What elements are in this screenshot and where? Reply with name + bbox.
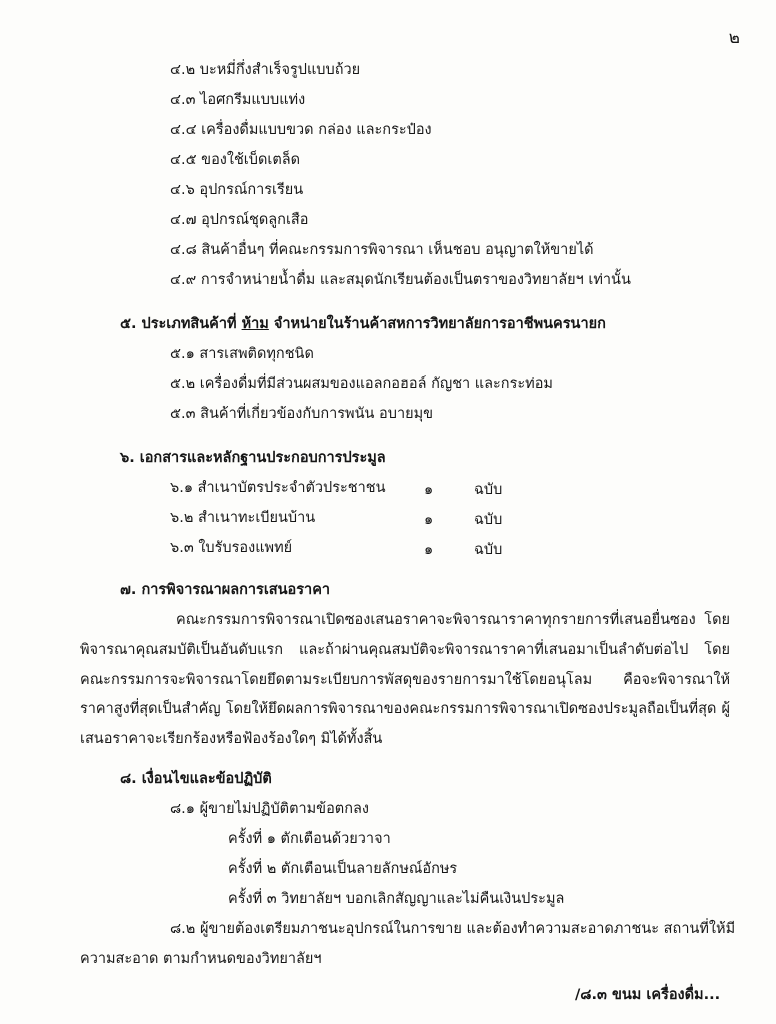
sec5-heading [120,314,606,334]
page-number: ๒ [728,28,740,48]
sec8-item: ๘.๒ ผู้ขายต้องเตรียมภาชนะอุปกรณ์ในการขาย และต้องทำความสะอาดภาชนะ สถานที่ให้มี [170,921,736,937]
sec6-item-qty: ๑ [424,512,434,528]
sec7-heading: ๗. การพิจารณาผลการเสนอราคา [120,582,331,598]
sec7-paragraph-text: คณะกรรมการพิจารณาเปิดซองเสนอราคาจะพิจารณาราคาทุกรายการที่เสนอยื่นซอง โดยพิจารณาคุณสมบัติเป็นอันดับแรก และถ้าผ่านคุณสมบัติจะพิจารณาราคาที่เสนอมาเป็นลำดับต่อไป โดยคณะกรรมการจะพิจารณาโดยยึดตามระเบียบการพัสดุของรายการมาใช้โดยอนุโลม คือจะพิจารณาให้ราคาสูงที่สุดเป็นสำคัญ โดยให้ยึดผลการพิจารณาของคณะกรรมการพิจารณาเปิดซองประมูลถือเป็นที่สุด ผู้เสนอราคาจะเรียกร้องหรือฟ้องร้องใดๆ มิได้ทั้งสิ้น [80,612,730,748]
sec5-item: ๕.๒ เครื่องดื่มที่มีส่วนผสมของแอลกอฮอล์ กัญชา และกระท่อม [170,376,553,392]
sec8-warning: ครั้งที่ ๑ ตักเตือนด้วยวาจา [228,831,391,847]
sec4-item: ๔.๗ อุปกรณ์ชุดลูกเสือ [170,212,309,228]
sec5-item: ๕.๓ สินค้าที่เกี่ยวข้องกับการพนัน อบายมุข [170,406,434,422]
sec5-item: ๕.๑ สารเสพติดทุกชนิด [170,346,314,362]
sec6-item-unit: ฉบับ [474,482,503,498]
sec6-item-qty: ๑ [424,542,434,558]
sec8-heading: ๘. เงื่อนไขและข้อปฏิบัติ [120,771,272,787]
sec4-item: ๔.๙ การจำหน่ายน้ำดื่ม และสมุดนักเรียนต้องเป็นตราของวิทยาลัยฯ เท่านั้น [170,272,631,288]
sec5-heading-pre: ๕. ประเภทสินค้าที่ [120,316,242,332]
sec6-item-label: ๖.๑ สำเนาบัตรประจำตัวประชาชน [170,480,386,496]
sec4-item: ๔.๔ เครื่องดื่มแบบขวด กล่อง และกระป๋อง [170,122,432,138]
sec6-item-label: ๖.๓ ใบรับรองแพทย์ [170,540,293,556]
sec4-item: ๔.๖ อุปกรณ์การเรียน [170,182,304,198]
page-continuation: /๘.๓ ขนม เครื่องดื่ม... [575,987,721,1003]
sec4-item: ๔.๒ บะหมี่กึ่งสำเร็จรูปแบบถ้วย [170,62,361,78]
sec8-item: ๘.๑ ผู้ขายไม่ปฏิบัติตามข้อตกลง [170,801,369,817]
sec6-heading: ๖. เอกสารและหลักฐานประกอบการประมูล [120,450,386,466]
sec6-item-qty: ๑ [424,482,434,498]
sec4-item: ๔.๕ ของใช้เบ็ดเตล็ด [170,152,301,168]
sec4-item: ๔.๓ ไอศกรีมแบบแท่ง [170,92,306,108]
sec5-heading-post: จำหน่ายในร้านค้าสหการวิทยาลัยการอาชีพนครนายก [268,316,606,332]
sec6-item-unit: ฉบับ [474,512,503,528]
sec7-paragraph [80,606,730,755]
sec6-item-label: ๖.๒ สำเนาทะเบียนบ้าน [170,510,316,526]
sec8-warning: ครั้งที่ ๓ วิทยาลัยฯ บอกเลิกสัญญาและไม่คืนเงินประมูล [228,891,565,907]
sec4-item: ๔.๘ สินค้าอื่นๆ ที่คณะกรรมการพิจารณา เห็นชอบ อนุญาตให้ขายได้ [170,242,594,258]
sec8-item-cont: ความสะอาด ตามกำหนดของวิทยาลัยฯ [80,951,322,967]
sec5-heading-emphasis: ห้าม [241,316,269,332]
sec6-item-unit: ฉบับ [474,542,503,558]
sec8-warning: ครั้งที่ ๒ ตักเตือนเป็นลายลักษณ์อักษร [228,861,458,877]
